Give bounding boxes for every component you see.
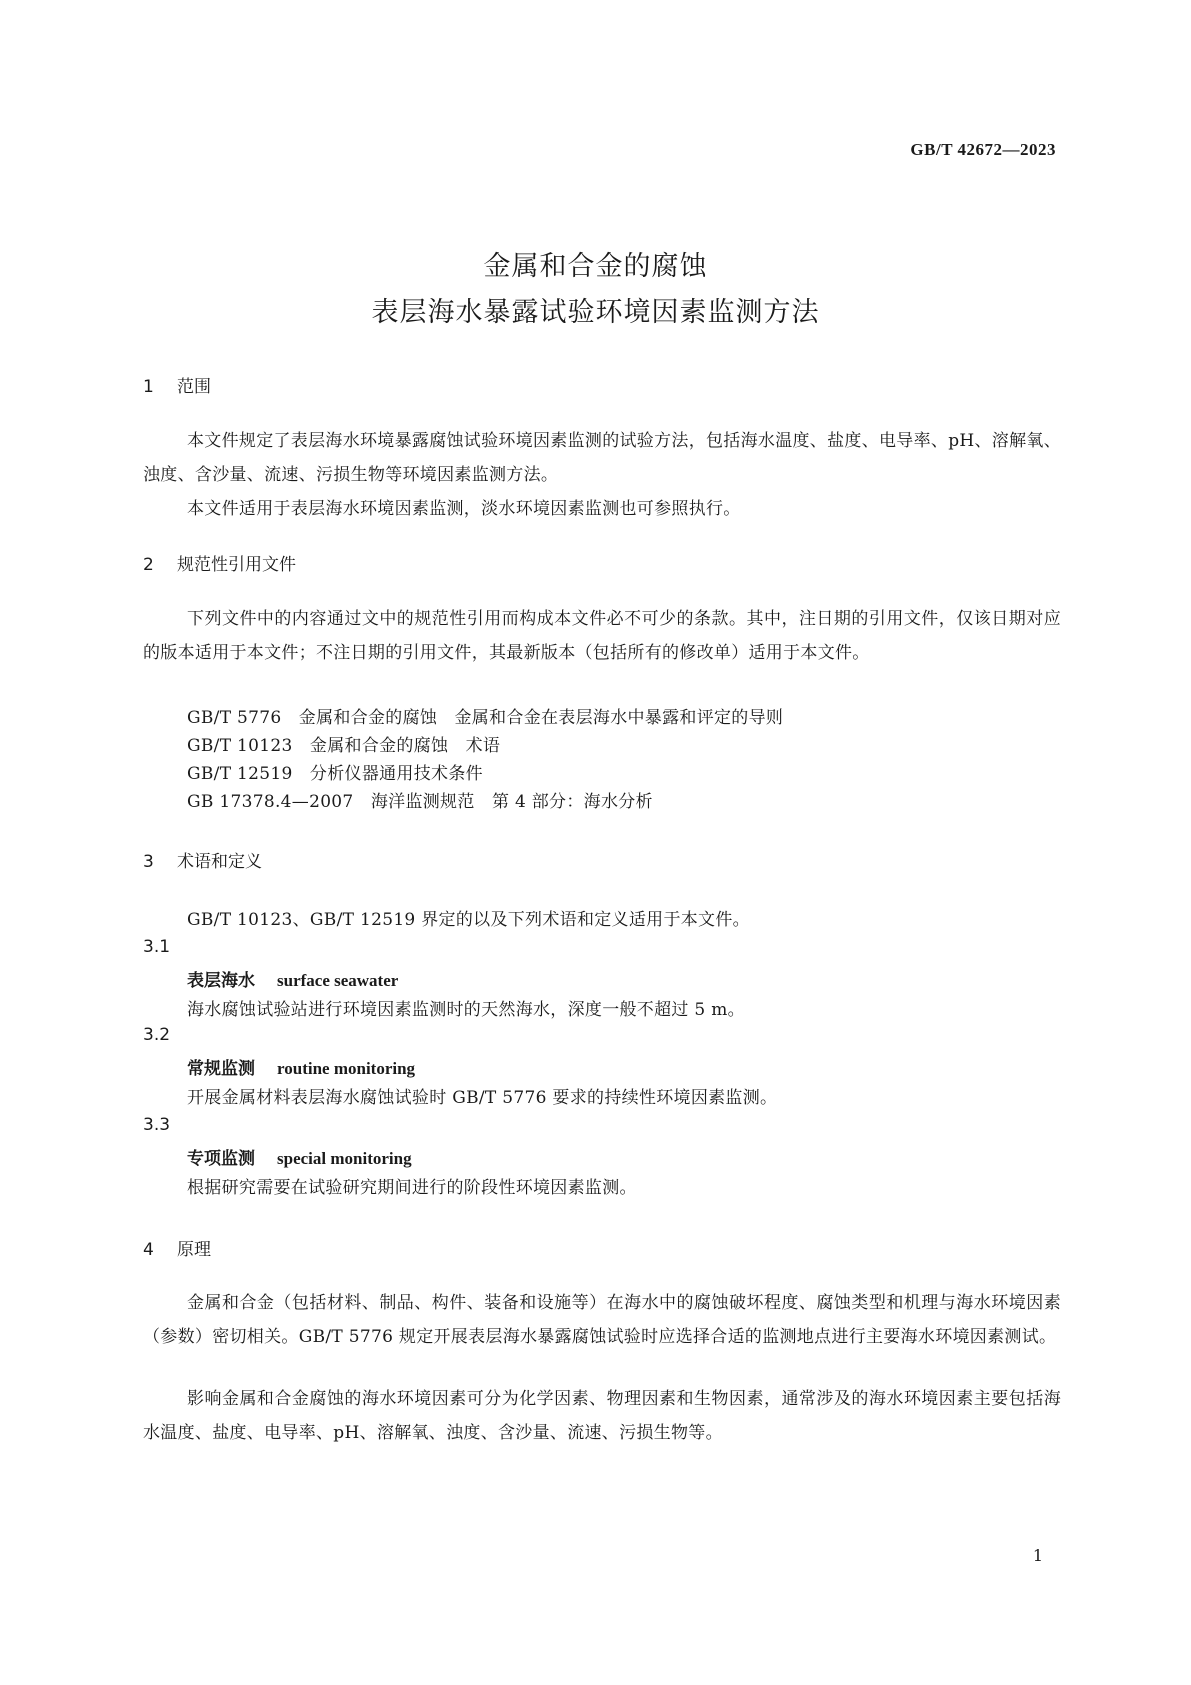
section-heading-normative (143, 550, 296, 575)
section-number: 1 (143, 377, 154, 397)
term-number: 3.2 (143, 1025, 171, 1045)
section-number: 4 (143, 1240, 154, 1260)
term-zh: 表层海水 (187, 971, 255, 991)
term-en: routine monitoring (277, 1059, 416, 1078)
section-heading-principle (143, 1235, 211, 1260)
scope-paragraph-1: 本文件规定了表层海水环境暴露腐蚀试验环境因素监测的试验方法，包括海水温度、盐度、电导率、pH、溶解氧、浊度、含沙量、流速、污损生物等环境因素监测方法。 (143, 431, 1062, 485)
principle-paragraph-1: 金属和合金（包括材料、制品、构件、装备和设施等）在海水中的腐蚀破坏程度、腐蚀类型和机理与海水环境因素（参数）密切相关。GB/T 5776 规定开展表层海水暴露腐蚀试验时应选择合适的监测地点进行主要海水环境因素测试。 (143, 1293, 1061, 1347)
normative-paragraph: 下列文件中的内容通过文中的规范性引用而构成本文件必不可少的条款。其中，注日期的引用文件，仅该日期对应的版本适用于本文件；不注日期的引用文件，其最新版本（包括所有的修改单）适用于本文件。 (143, 609, 1061, 663)
term-definition: 根据研究需要在试验研究期间进行的阶段性环境因素监测。 (187, 1178, 637, 1198)
term-number: 3.1 (143, 937, 171, 957)
document-title-line1: 金属和合金的腐蚀 (483, 251, 708, 282)
term-entry (187, 966, 398, 991)
term-zh: 专项监测 (187, 1149, 255, 1169)
reference-item: GB/T 12519 分析仪器通用技术条件 (187, 764, 483, 784)
reference-item: GB/T 5776 金属和合金的腐蚀 金属和合金在表层海水中暴露和评定的导则 (187, 708, 784, 728)
section-heading-terms (143, 847, 262, 872)
page-number: 1 (1032, 1546, 1043, 1565)
section-number: 2 (143, 555, 154, 575)
terms-intro: GB/T 10123、GB/T 12519 界定的以及下列术语和定义适用于本文件。 (187, 910, 750, 930)
section-number: 3 (143, 852, 154, 872)
term-entry (187, 1144, 412, 1169)
term-zh: 常规监测 (187, 1059, 255, 1079)
section-heading-scope (143, 372, 211, 397)
document-title-line2: 表层海水暴露试验环境因素监测方法 (371, 297, 820, 328)
reference-item: GB/T 10123 金属和合金的腐蚀 术语 (187, 736, 501, 756)
standard-number: GB/T 42672—2023 (910, 140, 1056, 159)
section-title: 术语和定义 (177, 852, 262, 872)
term-number: 3.3 (143, 1115, 171, 1135)
scope-paragraph-2: 本文件适用于表层海水环境因素监测，淡水环境因素监测也可参照执行。 (187, 499, 741, 519)
term-en: special monitoring (277, 1149, 412, 1168)
section-title: 范围 (177, 377, 211, 397)
reference-item: GB 17378.4—2007 海洋监测规范 第 4 部分：海水分析 (187, 792, 653, 812)
section-title: 原理 (177, 1240, 211, 1260)
term-entry (187, 1054, 415, 1079)
principle-paragraph-2: 影响金属和合金腐蚀的海水环境因素可分为化学因素、物理因素和生物因素，通常涉及的海水环境因素主要包括海水温度、盐度、电导率、pH、溶解氧、浊度、含沙量、流速、污损生物等。 (143, 1389, 1061, 1443)
term-definition: 开展金属材料表层海水腐蚀试验时 GB/T 5776 要求的持续性环境因素监测。 (187, 1088, 778, 1108)
section-title: 规范性引用文件 (177, 555, 296, 575)
term-definition: 海水腐蚀试验站进行环境因素监测时的天然海水，深度一般不超过 5 m。 (187, 1000, 745, 1020)
term-en: surface seawater (277, 971, 399, 990)
